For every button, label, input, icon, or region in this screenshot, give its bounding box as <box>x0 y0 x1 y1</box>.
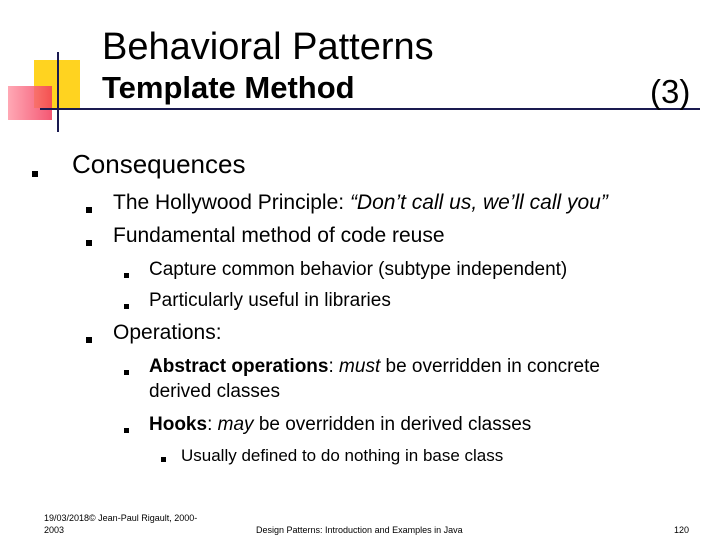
footer-copyright-line2: 2003 <box>44 525 65 535</box>
footer-copyright <box>44 512 197 536</box>
bullet-icon <box>124 370 129 375</box>
bullet-icon <box>161 457 166 462</box>
bullet-hollywood <box>113 191 608 215</box>
hooks-may: may <box>217 414 254 435</box>
bullet-icon <box>86 337 92 343</box>
bullet-code-reuse: Fundamental method of code reuse <box>113 224 445 247</box>
abstract-rest: be overridden in concrete <box>380 356 600 377</box>
title-divider-line <box>40 108 700 110</box>
bullet-icon <box>32 171 38 177</box>
abstract-continuation: derived classes <box>149 381 280 402</box>
hooks-colon: : <box>207 414 218 435</box>
abstract-colon: : <box>328 356 340 377</box>
slide-title: Behavioral Patterns <box>102 26 434 68</box>
footer-course-title: Design Patterns: Introduction and Examples in Java <box>256 525 463 535</box>
bullet-abstract-operations <box>149 356 600 378</box>
slide-subtitle: Template Method <box>102 70 355 105</box>
hollywood-label: The Hollywood Principle: <box>113 191 350 214</box>
bullet-icon <box>124 304 129 309</box>
footer-copyright-line1: 19/03/2018© Jean-Paul Rigault, 2000- <box>44 513 198 523</box>
hooks-term: Hooks <box>149 414 208 435</box>
abstract-must: must <box>339 356 381 377</box>
hollywood-quote: “Don’t call us, we’ll call you” <box>349 191 608 214</box>
bullet-usually: Usually defined to do nothing in base class <box>181 446 504 465</box>
decor-vertical-line <box>57 52 59 132</box>
bullet-icon <box>124 428 129 433</box>
hooks-rest: be overridden in derived classes <box>253 414 532 435</box>
bullet-consequences: Consequences <box>72 149 246 179</box>
bullet-icon <box>86 207 92 213</box>
decor-red-square <box>8 86 52 120</box>
bullet-capture: Capture common behavior (subtype independent) <box>149 259 568 280</box>
bullet-operations: Operations: <box>113 321 222 344</box>
bullet-icon <box>124 273 129 278</box>
bullet-libraries: Particularly useful in libraries <box>149 290 391 311</box>
bullet-hooks <box>149 414 531 436</box>
bullet-icon <box>86 240 92 246</box>
footer-page-number: 120 <box>674 525 690 535</box>
abstract-term: Abstract operations <box>149 356 329 377</box>
slide-part-number: (3) <box>650 73 691 110</box>
